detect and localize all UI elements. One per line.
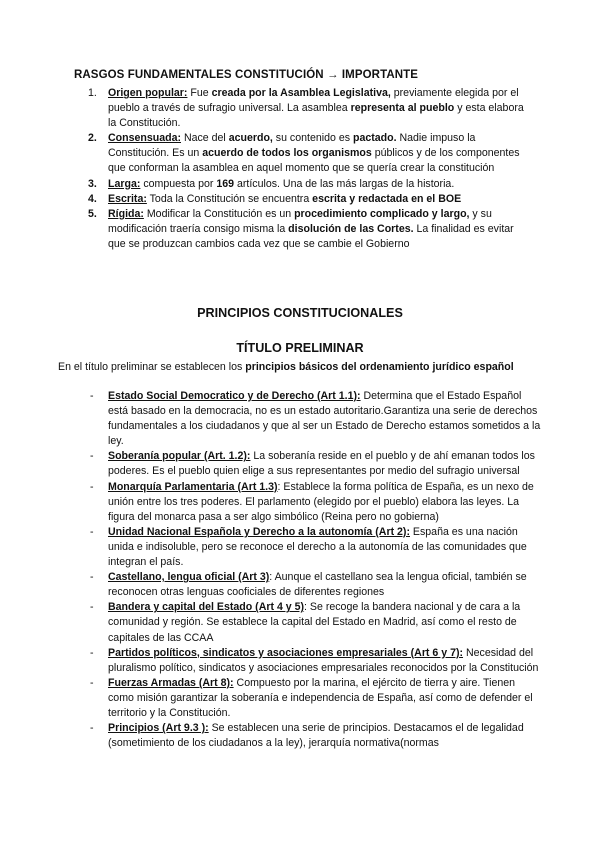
body-text: Modificar la Constitución es un (143, 207, 295, 220)
dash-bullet: - (90, 390, 94, 402)
principio-text: : Aunque el castellano sea la lengua oficial, también se reconocen otras lenguas cooficiales de diferentes regiones (108, 571, 527, 599)
rasgo-number: 4. (88, 192, 97, 205)
bold-text: acuerdo de todos los organismos (202, 147, 372, 160)
principio-item (58, 525, 542, 570)
body-text: Nadie impuso la Constitución. Es un (108, 132, 476, 160)
dash-bullet: - (90, 450, 94, 463)
rasgo-label: Consensuada: (108, 132, 181, 145)
principio-text: : Establece la forma política de España, es un nexo de unión entre los tres poderes. El parlamento (elegido por el pueblo) elabora las leyes. La figura del monarca pasa a ser algo simbólico (Reina pero no gobierna) (108, 480, 534, 523)
principio-item (58, 600, 542, 645)
rasgo-item (58, 177, 528, 192)
subsection-title: TÍTULO PRELIMINAR (236, 341, 364, 355)
principio-label: Principios (Art 9.3 ): (108, 722, 209, 735)
principio-text: Se establecen una serie de principios. Destacamos el de legalidad (sometimiento de los ciudadanos a la ley), jerarquía normativa(normas (108, 722, 524, 750)
body-text: y esta elabora la Constitución. (108, 102, 524, 130)
body-text: compuesta por (140, 177, 217, 190)
principio-item (58, 389, 542, 449)
principio-text: Compuesto por la marina, el ejército de tierra y aire. Tienen como misión garantizar la soberanía e independencia de España, así como de defender el territorio y la Constitución. (108, 676, 533, 719)
dash-bullet: - (90, 601, 94, 614)
rasgo-label: Rígida: (108, 207, 144, 220)
principio-item (58, 676, 542, 721)
bold-text: representa al pueblo (350, 102, 455, 115)
principios-list (58, 389, 542, 751)
bold-text: escrita y redactada en el BOE (312, 192, 462, 205)
principio-item (58, 721, 542, 751)
principio-label: Fuerzas Armadas (Art 8): (108, 676, 234, 689)
body-text: Toda la Constitución se encuentra (146, 192, 313, 205)
principio-item (58, 646, 542, 676)
rasgo-item (58, 192, 528, 207)
rasgo-item (58, 86, 528, 131)
rasgos-heading: RASGOS FUNDAMENTALES CONSTITUCIÓN → IMPORTANTE (74, 69, 419, 81)
bold-text: acuerdo, (228, 132, 273, 145)
principio-text: Determina que el Estado Español está basado en la democracia, no es un estado autoritario.Garantiza una serie de derechos fundamentales a los ciudadanos y que al ser un Estado de Derecho estamos sometidos a la ley. (108, 390, 541, 448)
rasgo-number: 2. (88, 132, 97, 145)
body-text: previamente elegida por el pueblo a través de sufragio universal. La asamblea (108, 87, 519, 115)
rasgo-item (58, 207, 528, 252)
rasgo-number: 1. (88, 87, 97, 99)
rasgo-number: 3. (88, 177, 97, 190)
principio-item (58, 570, 542, 600)
body-text: Fue (187, 87, 212, 99)
body-text: su contenido es (272, 132, 353, 145)
body-text: artículos. Una de las más largas de la historia. (234, 177, 455, 190)
principio-label: Monarquía Parlamentaria (Art 1.3) (108, 480, 278, 493)
principio-text: La soberanía reside en el pueblo y de ahí emanan todos los poderes. Es el pueblo quien elige a sus representantes por medio del sufragio universal (108, 450, 535, 478)
principio-label: Estado Social Democratico y de Derecho (Art 1.1): (108, 390, 361, 402)
rasgo-label: Origen popular: (108, 87, 188, 99)
principio-label: Soberanía popular (Art. 1.2): (108, 450, 251, 463)
principio-label: Bandera y capital del Estado (Art 4 y 5) (108, 601, 305, 614)
bold-text: 169 (216, 177, 235, 190)
principio-label: Partidos políticos, sindicatos y asociaciones empresariales (Art 6 y 7): (108, 646, 464, 659)
rasgo-label: Escrita: (108, 192, 147, 205)
bold-text: principios básicos del ordenamiento jurídico español (245, 361, 514, 373)
intro-paragraph (58, 360, 538, 375)
body-text: y su modificación traería consigo misma la (108, 207, 492, 235)
dash-bullet: - (90, 480, 94, 493)
dash-bullet: - (90, 571, 94, 584)
body-text: públicos y de los componentes que conforman la asamblea en aquel momento que se quería crear la constitución (108, 147, 520, 175)
principio-label: Castellano, lengua oficial (Art 3) (108, 571, 270, 584)
body-text: La finalidad es evitar que se produzcan cambios cada vez que se cambie el Gobierno (108, 222, 514, 250)
principio-label: Unidad Nacional Española y Derecho a la autonomía (Art 2): (108, 525, 410, 538)
dash-bullet: - (90, 646, 94, 659)
dash-bullet: - (90, 525, 94, 538)
rasgos-list (58, 86, 528, 252)
bold-text: creada por la Asamblea Legislativa, (211, 87, 391, 99)
body-text: Nace del (181, 132, 229, 145)
principio-text: España es una nación unida e indisoluble, pero se reconoce el derecho a la autonomía de las comunidades que integran el país. (108, 525, 527, 569)
principio-item (58, 480, 542, 525)
rasgo-number: 5. (88, 207, 97, 220)
dash-bullet: - (90, 676, 94, 689)
principio-text: Necesidad del pluralismo político, sindicatos y asociaciones empresariales reconocidos por la Constitución (108, 646, 539, 674)
bold-text: disolución de las Cortes. (288, 222, 414, 235)
dash-bullet: - (90, 722, 94, 735)
principio-item (58, 449, 542, 479)
bold-text: procedimiento complicado y largo, (294, 207, 470, 220)
bold-text: pactado. (352, 132, 397, 145)
section-title: PRINCIPIOS CONSTITUCIONALES (197, 306, 403, 320)
body-text: En el título preliminar se establecen los (58, 361, 246, 373)
principio-text: : Se recoge la bandera nacional y de cara a la comunidad y región. Se establece la capital del Estado en Madrid, así como el resto de capitales de las CCAA (108, 601, 521, 644)
rasgo-label: Larga: (108, 177, 141, 190)
rasgo-item (58, 131, 528, 176)
